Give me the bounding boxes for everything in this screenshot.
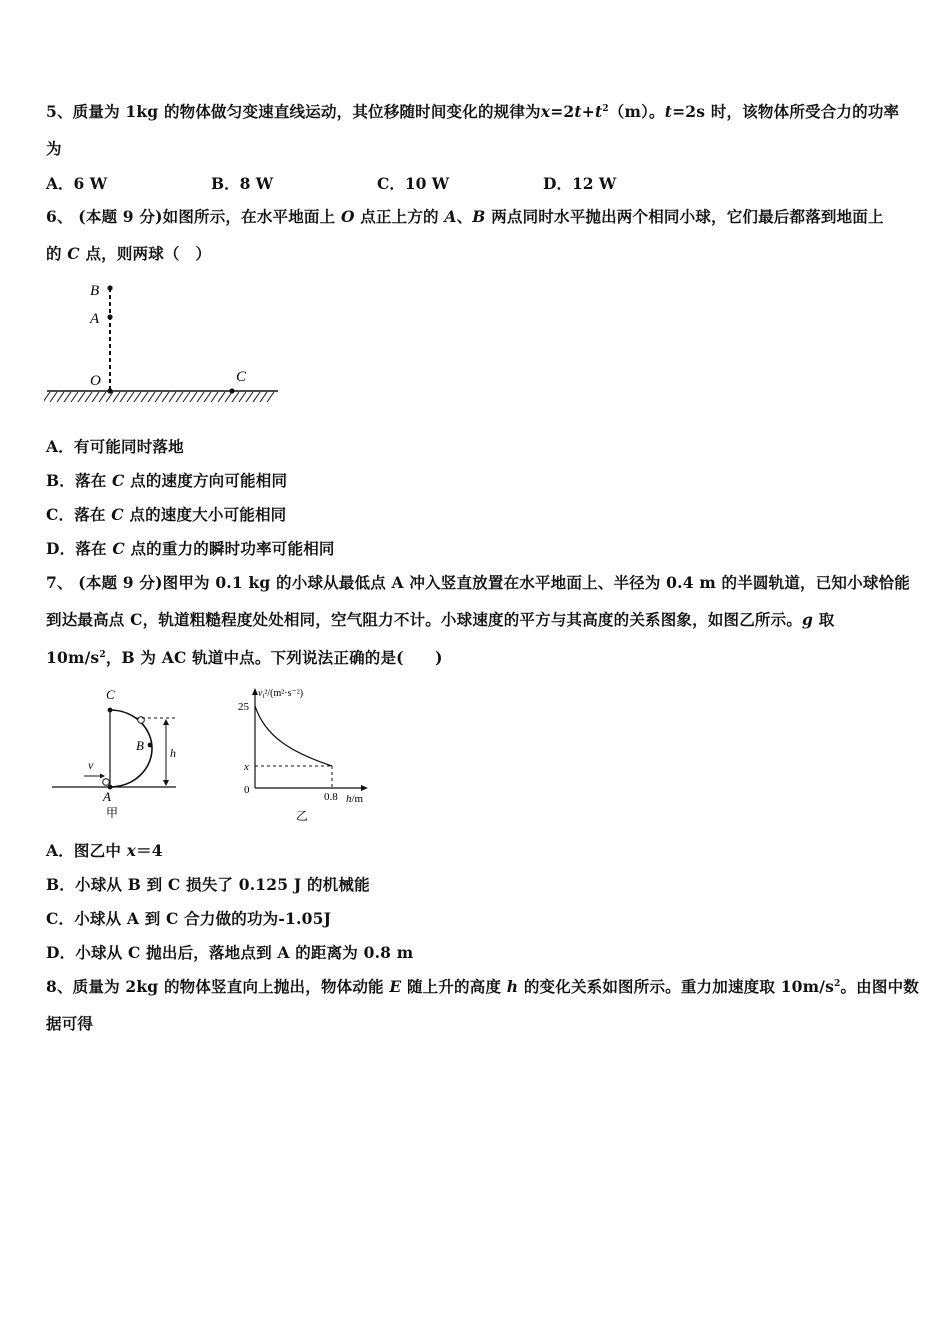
hatch-mark [155, 392, 162, 402]
q7-option-c[interactable]: C．小球从 A 到 C 合力做的功为-1.05J [46, 909, 332, 928]
q7-jia-label-b: B [136, 738, 144, 753]
hatch-mark [225, 392, 232, 402]
q7-jia-velocity-arrowhead [100, 774, 105, 779]
q7-yi-curve [255, 706, 332, 766]
q7-stem-line1: 7、 (本题 9 分)图甲为 0.1 kg 的小球从最低点 A 冲入竖直放置在水平地面上、半径为 0.4 m 的半圆轨道，已知小球恰能 [46, 573, 910, 592]
hatch-mark [44, 392, 50, 402]
q7-yi-tick-x: x [244, 761, 249, 773]
q7-jia-point-c [108, 708, 113, 713]
hatch-mark [99, 392, 106, 402]
hatch-mark [218, 392, 225, 402]
hatch-mark [176, 392, 183, 402]
hatch-mark [85, 392, 92, 402]
q6-label-o: O [90, 373, 101, 389]
hatch-mark [78, 392, 85, 402]
q7-yi-origin: 0 [244, 784, 250, 796]
hatch-mark [127, 392, 134, 402]
q7-jia-label-c: C [106, 687, 115, 702]
hatch-mark [253, 392, 260, 402]
hatch-mark [169, 392, 176, 402]
q5-stem-line1: 5、质量为 1kg 的物体做匀变速直线运动，其位移随时间变化的规律为$x=2t+t^2(m)$。t=2s 时，该物体所受合力的功率 [46, 102, 900, 121]
hatch-mark [232, 392, 239, 402]
q7-option-d[interactable]: D．小球从 C 抛出后，落地点到 A 的距离为 0.8 m [46, 943, 414, 962]
hatch-mark [50, 392, 57, 402]
hatch-mark [162, 392, 169, 402]
hatch-mark [92, 392, 99, 402]
hatch-mark [204, 392, 211, 402]
q7-jia-label-h: h [170, 746, 176, 760]
q5-option-a[interactable]: A．6 W [46, 174, 108, 193]
hatch-mark [64, 392, 71, 402]
hatch-mark [120, 392, 127, 402]
q6-point-b [107, 285, 112, 290]
q7-jia-caption: 甲 [106, 806, 119, 820]
q7-stem-line3: $10m/s^2$，B 为 AC 轨道中点。下列说法正确的是( ) [46, 648, 443, 667]
q6-label-c: C [236, 369, 247, 385]
q6-option-c[interactable]: C．落在 C 点的速度大小可能相同 [46, 505, 287, 524]
q7-jia-ball-bottom [103, 779, 110, 786]
hatch-mark [71, 392, 78, 402]
q6-stem-line2: 的 C 点，则两球（ ） [46, 244, 212, 263]
q7-yi-tick-0-8: 0.8 [324, 791, 338, 803]
q6-figure [44, 278, 284, 408]
q5-stem-line2: 为 [46, 139, 62, 158]
q5-option-c[interactable]: C．10 W [377, 174, 450, 193]
q7-option-a[interactable]: A．图乙中 x＝4 [46, 841, 163, 860]
hatch-mark [57, 392, 64, 402]
q7-jia-label-v: v [88, 758, 94, 772]
hatch-mark [211, 392, 218, 402]
q5-option-b[interactable]: B．8 W [211, 174, 274, 193]
q6-ground-hatch [44, 392, 274, 402]
q7-yi-tick-25: 25 [238, 701, 249, 713]
q8-stem-line1: 8、质量为 2kg 的物体竖直向上抛出，物体动能 E 随上升的高度 h 的变化关系如图所示。重力加速度取 $10m/s^2$。由图中数 [46, 977, 919, 996]
q6-stem-line1: 6、 (本题 9 分)如图所示，在水平地面上 O 点正上方的 A、B 两点同时水平抛出两个相同小球，它们最后都落到地面上 [46, 207, 884, 226]
q7-figure-yi [228, 684, 378, 826]
hatch-mark [260, 392, 267, 402]
q7-stem-line2: 到达最高点 C，轨道粗糙程度处处相同，空气阻力不计。小球速度的平方与其高度的关系图象，如图乙所示。g 取 [46, 610, 835, 629]
q7-jia-point-b [148, 743, 153, 748]
hatch-mark [141, 392, 148, 402]
hatch-mark [148, 392, 155, 402]
hatch-mark [267, 392, 274, 402]
q6-point-a [107, 314, 112, 319]
hatch-mark [197, 392, 204, 402]
hatch-mark [239, 392, 246, 402]
q6-label-a: A [90, 311, 100, 327]
q6-option-a[interactable]: A．有可能同时落地 [46, 437, 184, 456]
q5-option-d[interactable]: D．12 W [543, 174, 617, 193]
hatch-mark [183, 392, 190, 402]
q7-option-b[interactable]: B．小球从 B 到 C 损失了 0.125 J 的机械能 [46, 875, 370, 894]
hatch-mark [190, 392, 197, 402]
q7-yi-ylabel: $v_t^2/(m^2\cdot s^{-2})$ [258, 688, 304, 700]
q5-options [46, 172, 908, 194]
hatch-mark [113, 392, 120, 402]
q6-option-b[interactable]: B．落在 C 点的速度方向可能相同 [46, 471, 288, 490]
q7-yi-xlabel: h/m [346, 793, 364, 805]
q7-yi-x-arrowhead [361, 785, 368, 791]
q7-figure-jia [48, 684, 188, 824]
hatch-mark [246, 392, 253, 402]
q6-label-b: B [90, 283, 100, 299]
q7-jia-label-a: A [103, 789, 111, 804]
q6-option-d[interactable]: D．落在 C 点的重力的瞬时功率可能相同 [46, 539, 335, 558]
q7-yi-caption: 乙 [296, 809, 309, 823]
q7-jia-semicircle-track [110, 710, 152, 787]
hatch-mark [134, 392, 141, 402]
q8-stem-line2: 据可得 [46, 1014, 94, 1033]
